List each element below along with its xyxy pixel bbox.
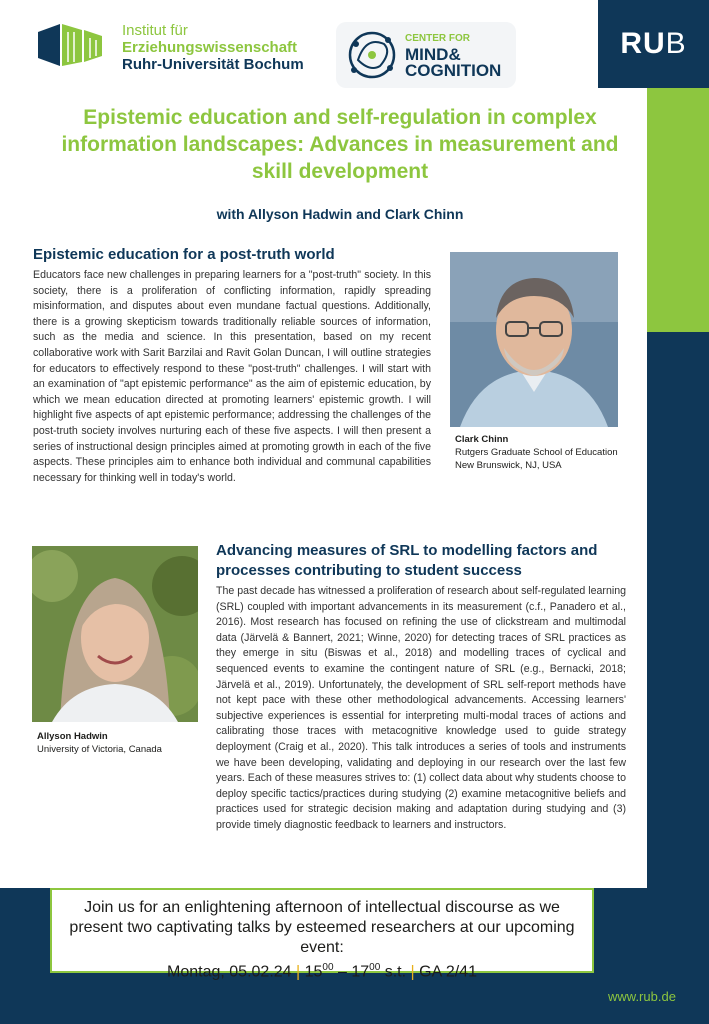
clark-chinn-photo — [450, 252, 618, 427]
institute-name — [122, 22, 304, 73]
separator: | — [296, 963, 301, 981]
portrait-man-icon — [450, 252, 618, 427]
institute-line-1: Institut für — [122, 22, 188, 39]
speaker-2-affiliation: University of Victoria, Canada — [37, 744, 162, 755]
allyson-hadwin-caption — [37, 730, 217, 756]
section-1-body: Educators face new challenges in preparing learners for a "post-truth" society. In this society, there is a proliferation of conflicting information, rapidly spreading misinformation, and disputes about even mundane factual questions. Additionally, there is a growing skepticism towards traditionally reliable sources of information, such as the media and science. In this presentation, based on my recent collaborative work with Sarit Barzilai and Ravit Golan Duncan, I will outline strategies for educators to effectively respond to these "post-truth" challenges. I will start with an examination of "apt epistemic performance" as the aim of epistemic education, by which we mean education directed at promoting learners' epistemic growth. I will highlight five aspects of apt epistemic performance; addressing the challenges of the post-truth society involves nurturing each of these five aspects. I will then present a series of instructional design principles aimed at promoting growth in each of the five aspects. These principles aim to enhance both individual and communal capabilities necessary for thinking well in today's world. — [33, 269, 431, 484]
page-subtitle: with Allyson Hadwin and Clark Chinn — [216, 206, 464, 222]
event-announcement-box — [50, 888, 594, 981]
section-1-heading: Epistemic education for a post-truth world — [33, 246, 335, 263]
event-invitation-text: Join us for an enlightening afternoon of intellectual discourse as we present two captivating talks by esteemed researchers at our upcoming event: — [69, 899, 575, 956]
section-2-body: The past decade has witnessed a proliferation of research about self-regulated learning (SRL) coupled with important advancements in its measurement (c.f., Panadero et al., 2016). Most research has focused on refining the use of clickstream and multimodal data (Järvelä & Bannert, 2021; Winne, 2020) for detecting traces of SRL practices as they emerge in situ (Biswas et al., 2018) and modelling traces of cyclical and sequenced events to examine the contingent nature of SRL (e.g., Bernacki, 2018; Järvelä et al., 2019). Unfortunately, the development of SRL self-report methods have not kept pace with these other methodological advancements. Accessing learners' subjective experiences is essential for interpreting multi-modal traces of actions and calibrating those traces with metacognitive knowledge used to guide strategy deployment (Craig et al., 2020). This talk introduces a series of tools and instruments we have been developing, validating and deploying in our research over the last few years. Each of these measures strives to: (1) collect data about why students choose to deploy specific tactics/practices during studying (2) examine metacognitive beliefs and practices used for strategic decision making and adaptation during studying and (3) provide timely diagnostic feedback to learners and instructors. — [216, 585, 626, 831]
event-details — [66, 958, 578, 982]
mind-cognition-name — [405, 31, 501, 79]
rub-logo-bold: RU — [620, 27, 666, 60]
rub-logo-thin: B — [665, 27, 687, 60]
event-time-start: 15 — [304, 963, 323, 981]
event-time-dash: – — [338, 963, 347, 981]
separator: | — [410, 963, 415, 981]
center-line-3: COGNITION — [405, 61, 502, 80]
event-time-end-minutes: 00 — [369, 962, 381, 973]
speaker-1-name: Clark Chinn — [455, 434, 509, 445]
event-time-start-minutes: 00 — [322, 962, 334, 973]
section-2-heading: Advancing measures of SRL to modelling factors and processes contributing to student success — [216, 542, 598, 579]
center-line-2: MIND& — [405, 45, 461, 64]
clark-chinn-caption — [455, 433, 655, 472]
institute-line-2: Erziehungswissenschaft — [122, 39, 298, 56]
event-day: Montag, 05.02.24 — [167, 963, 292, 981]
rub-logo — [598, 0, 709, 88]
allyson-hadwin-photo — [32, 546, 198, 722]
speaker-1-affiliation: Rutgers Graduate School of Education — [455, 447, 618, 458]
right-green-band — [647, 88, 709, 332]
rub-website-link[interactable]: www.rub.de — [608, 989, 676, 1004]
speaker-1-location: New Brunswick, NJ, USA — [455, 460, 562, 471]
event-time-suffix: s.t. — [384, 963, 407, 981]
institute-line-3: Ruhr-Universität Bochum — [122, 56, 304, 73]
center-line-1: CENTER FOR — [405, 33, 470, 44]
institute-logo-icon — [38, 22, 102, 68]
speaker-2-name: Allyson Hadwin — [37, 731, 108, 742]
page-title: Epistemic education and self-regulation in complex information landscapes: Advances in measurement and skill development — [61, 106, 619, 183]
event-time-end: 17 — [351, 963, 370, 981]
portrait-woman-icon — [32, 546, 198, 722]
event-room: GA 2/41 — [419, 963, 477, 981]
